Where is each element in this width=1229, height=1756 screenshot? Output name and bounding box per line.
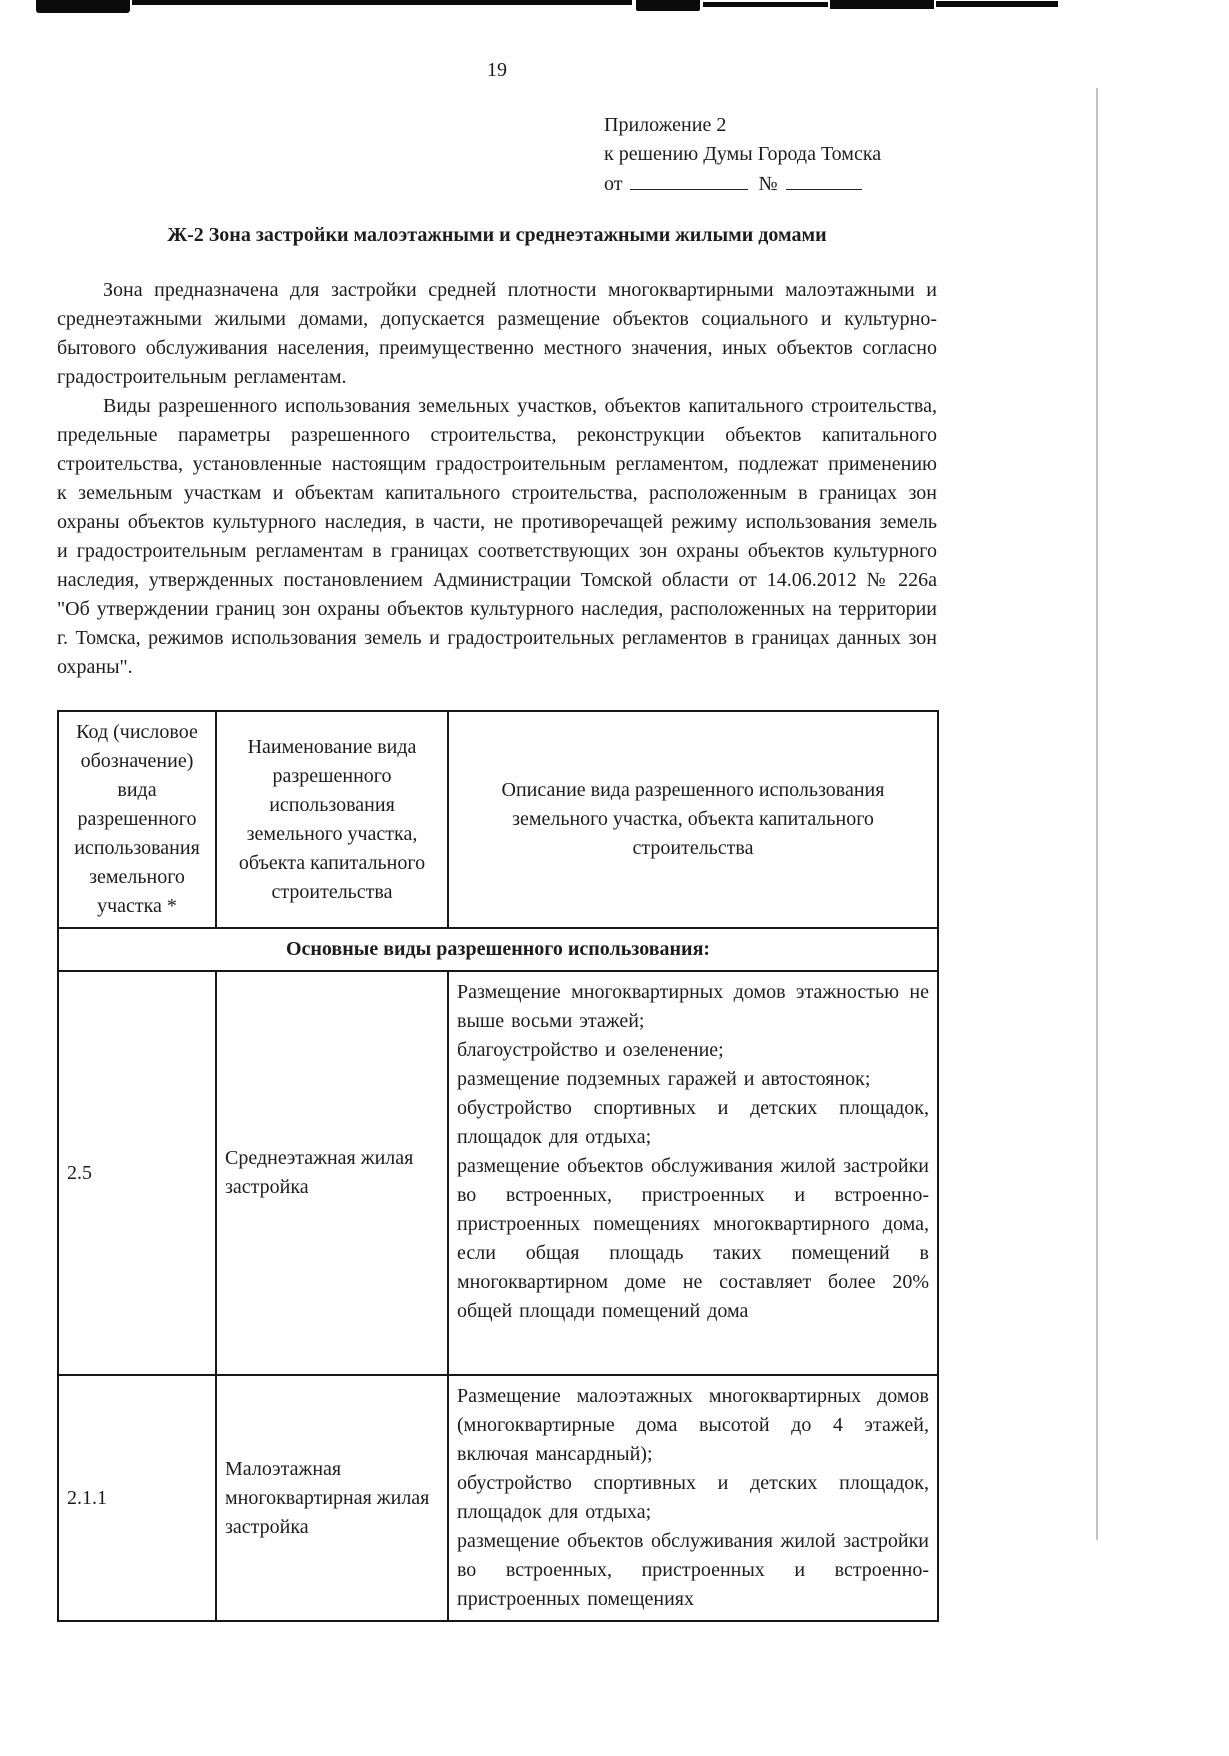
paragraph-permitted-use: Виды разрешенного использования земельных участков, объектов капитального строительства, предельные параметры разрешенного строительства, реконструкции объектов капитального строительства, установленные настоящим градостроительным регламентом, подлежат применению к земельным участкам и объектам капитального строительства, расположенным в границах зон охраны объектов культурного наследия, в части, не противоречащей режиму использования земель и градостроительным регламентам в границах соответствующих зон охраны объектов культурного наследия, утвержденных постановлением Администрации Томской области от 14.06.2012 № 226а "Об утверждении границ зон охраны объектов культурного наследия, расположенных на территории г. Томска, режимов использования земель и градостроительных регламентов в границах данных зон охраны". (57, 395, 937, 678)
table-header-row (58, 711, 938, 928)
header-cell-code: Код (числовое обозначение) вида разрешенного использования земельного участка * (58, 711, 216, 928)
number-blank-line (786, 169, 862, 190)
description-line: размещение объектов обслуживания жилой застройки во встроенных, пристроенных и встроенно-пристроенных помещениях (457, 1530, 929, 1610)
description-line: обустройство спортивных и детских площадок, площадок для отдыха; (457, 1472, 929, 1523)
header-cell-name: Наименование вида разрешенного использования земельного участка, объекта капитального строительства (216, 711, 448, 928)
code-cell: 2.5 (58, 971, 216, 1375)
name-cell: Малоэтажная многоквартирная жилая застройка (216, 1375, 448, 1621)
code-cell: 2.1.1 (58, 1375, 216, 1621)
section-title: Основные виды разрешенного использования: (58, 928, 938, 971)
section-row (58, 928, 938, 971)
description-line: размещение объектов обслуживания жилой застройки во встроенных, пристроенных и встроенно-пристроенных помещениях многоквартирного дома, если общая площадь таких помещений в многоквартирном доме не составляет более 20% общей площади помещений дома (457, 1155, 929, 1322)
paragraph-zone-purpose: Зона предназначена для застройки средней плотности многоквартирными малоэтажными и среднеэтажными жилыми домами, допускается размещение объектов социального и культурно-бытового обслуживания населения, преимущественно местного значения, иных объектов согласно градостроительным регламентам. (57, 279, 937, 388)
description-line: обустройство спортивных и детских площадок, площадок для отдыха; (457, 1097, 929, 1148)
description-line: размещение подземных гаражей и автостоянок; (457, 1068, 871, 1090)
date-blank-line (630, 169, 748, 190)
page-content (57, 0, 937, 1622)
appendix-label: Приложение 2 (604, 114, 727, 136)
name-cell: Среднеэтажная жилая застройка (216, 971, 448, 1375)
scan-artifact (936, 1, 1058, 7)
scan-artifact-vertical-line (1096, 88, 1098, 1540)
table-row (58, 971, 938, 1375)
header-cell-description: Описание вида разрешенного использования земельного участка, объекта капитального строительства (448, 711, 938, 928)
from-label: от (604, 173, 623, 195)
description-line: Размещение многоквартирных домов этажностью не выше восьми этажей; (457, 981, 929, 1032)
description-line: Размещение малоэтажных многоквартирных домов (многоквартирные дома высотой до 4 этажей, включая мансардный); (457, 1385, 929, 1465)
appendix-block (604, 111, 937, 199)
description-cell (448, 971, 938, 1375)
document-title: Ж-2 Зона застройки малоэтажными и среднеэтажными жилыми домами (167, 224, 827, 246)
decision-line: к решению Думы Города Томска (604, 143, 882, 165)
description-cell (448, 1375, 938, 1621)
number-label: № (758, 173, 778, 195)
table-row (58, 1375, 938, 1621)
description-line: благоустройство и озеленение; (457, 1039, 724, 1061)
zoning-table (57, 710, 939, 1622)
date-number-line (604, 169, 937, 199)
page-number: 19 (487, 59, 507, 81)
